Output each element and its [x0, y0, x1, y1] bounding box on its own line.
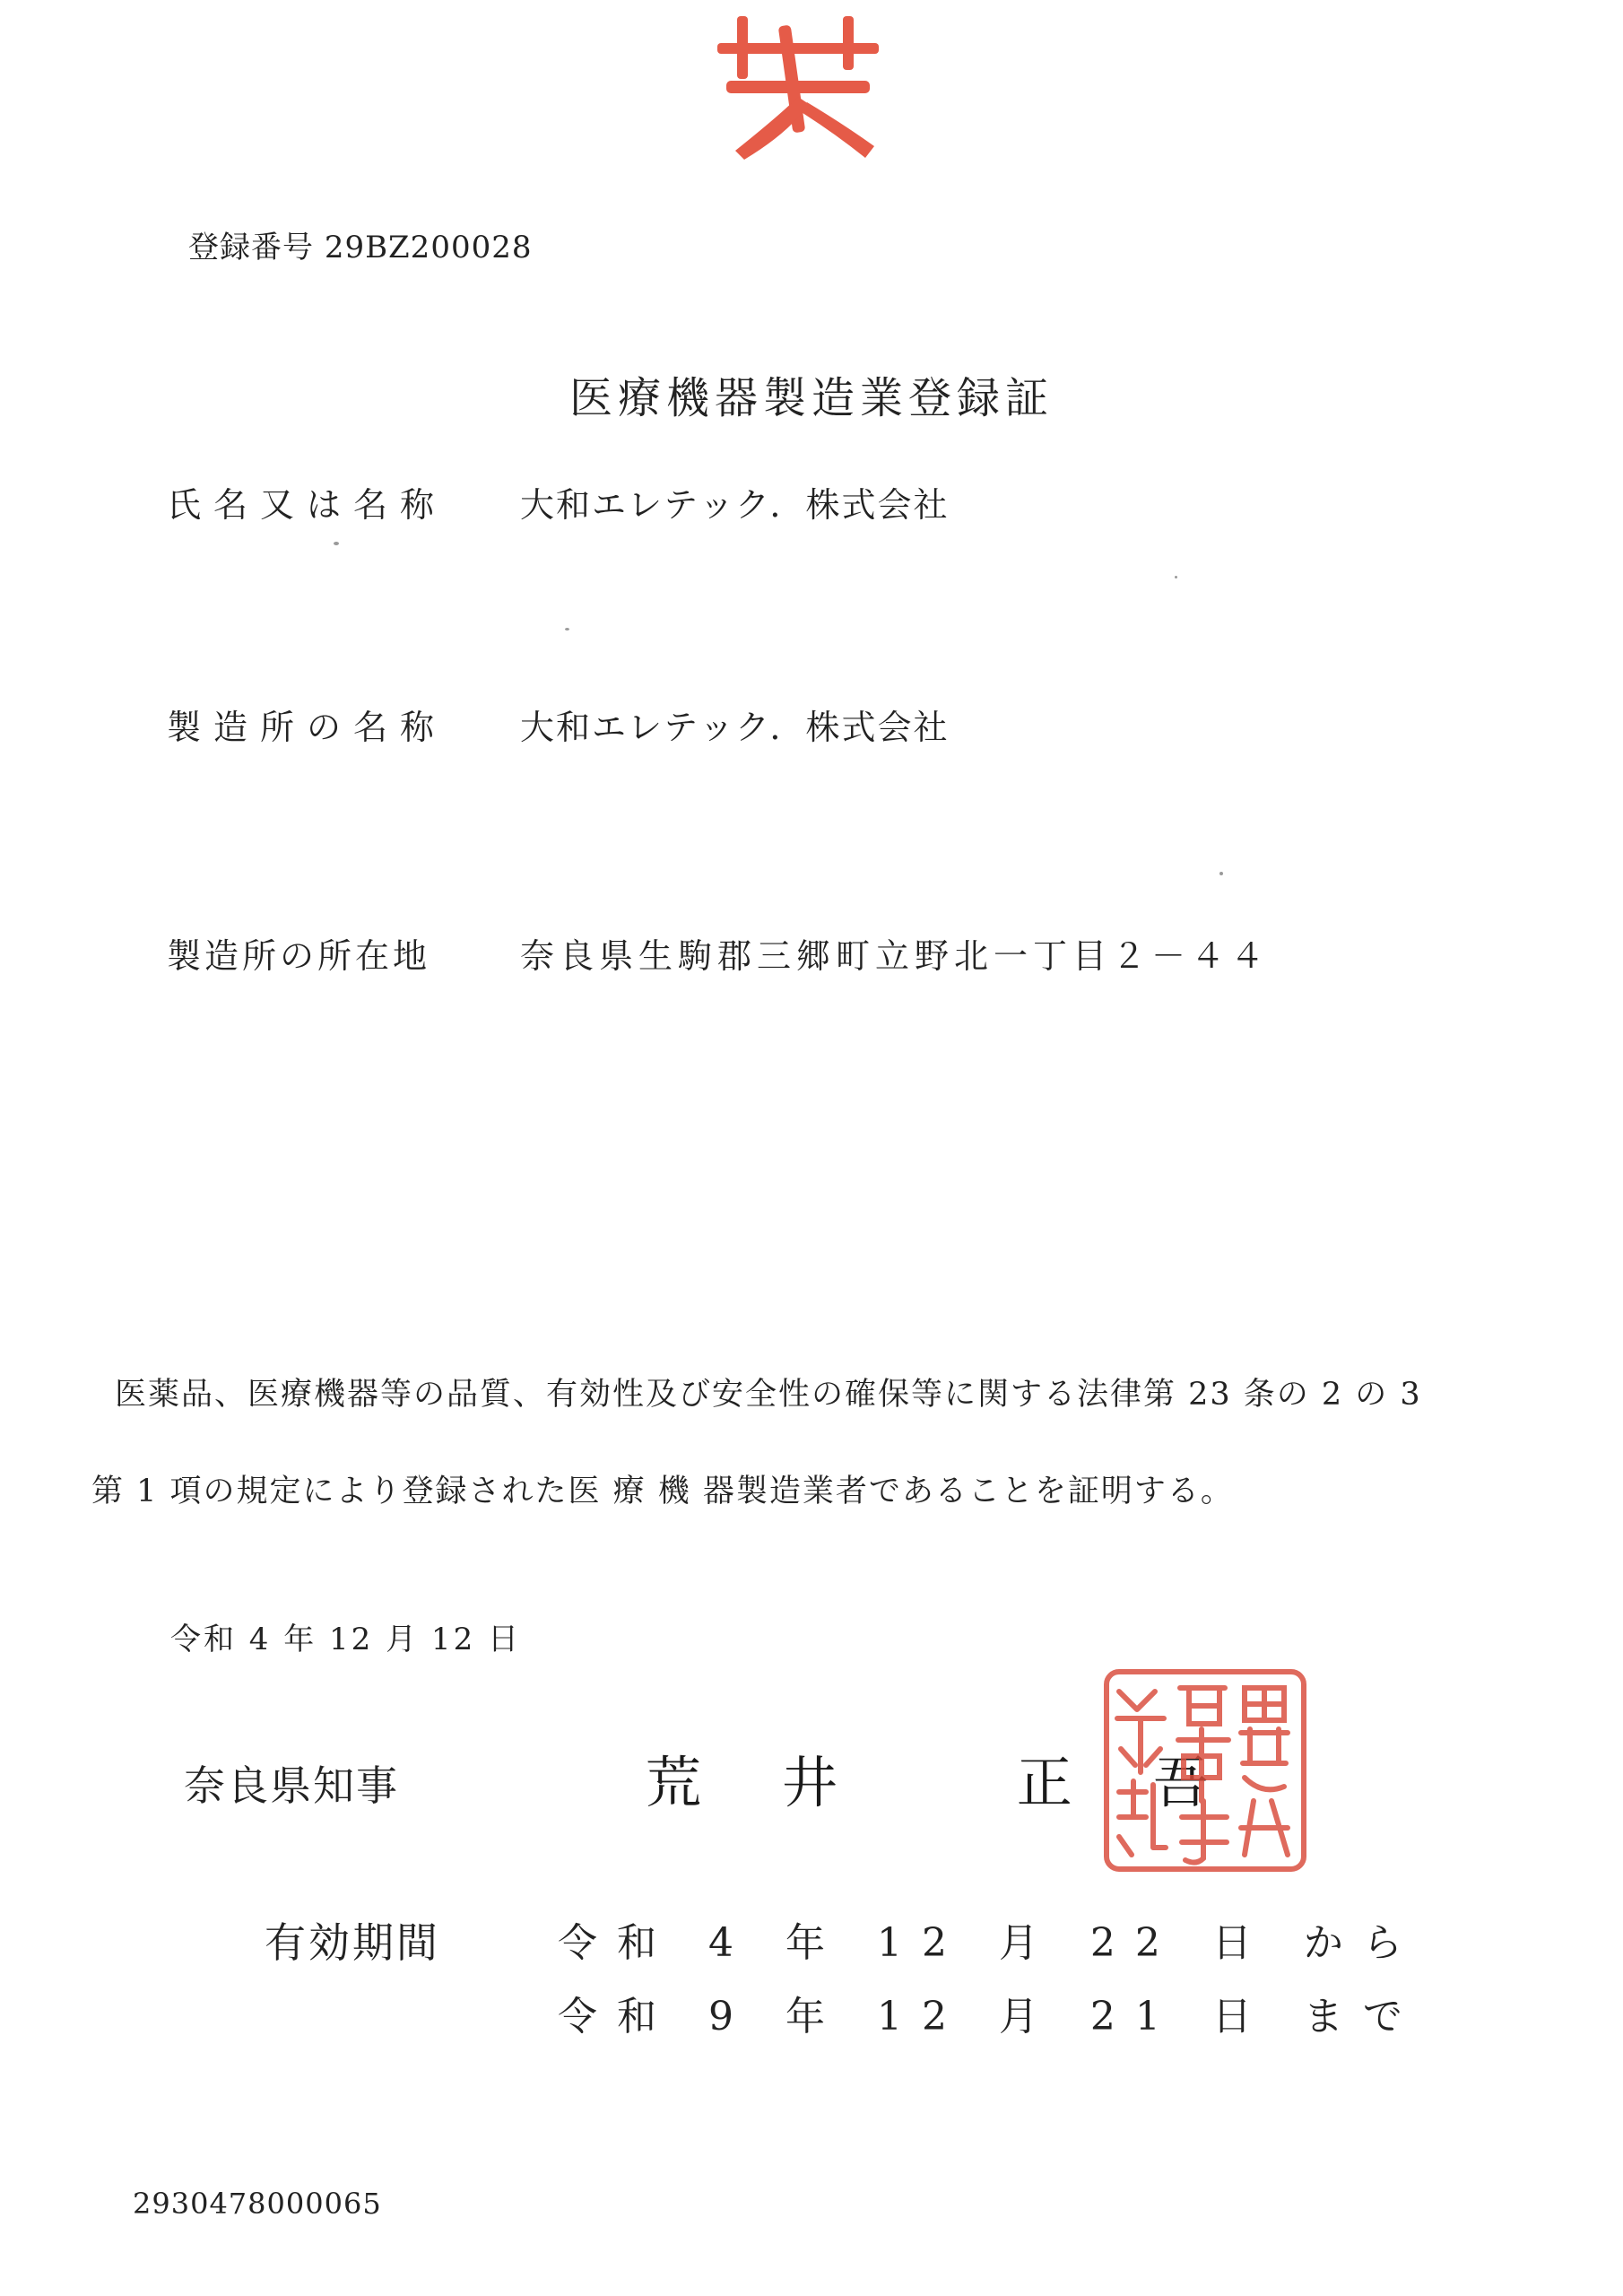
governor-title: 奈良県知事 [184, 1761, 399, 1810]
official-seal-icon [1101, 1666, 1309, 1874]
name-value: 大和エレテック．株式会社 [520, 485, 950, 525]
facility-address-value: 奈良県生駒郡三郷町立野北一丁目２－４４ [520, 936, 1271, 976]
scan-speck [565, 628, 569, 631]
page-title: 医療機器製造業登録証 [568, 373, 1054, 423]
issue-date: 令和 4 年 12 月 12 日 [170, 1622, 522, 1657]
facility-name-value: 大和エレテック．株式会社 [520, 708, 950, 747]
scan-speck [1175, 576, 1177, 578]
registration-number [188, 222, 532, 266]
governor-name: 荒井 正吾 [646, 1750, 1289, 1815]
name-label: 氏名又は名称 [167, 485, 447, 525]
validity-to: 令和 9 年 12 月 21 日 まで [558, 1994, 1422, 2039]
validity-label: 有効期間 [265, 1918, 440, 1967]
facility-address-label: 製造所の所在地 [167, 936, 431, 976]
validity-from: 令和 4 年 12 月 22 日 から [558, 1920, 1422, 1966]
scan-speck [1219, 872, 1223, 875]
document-id: 2930478000065 [133, 2187, 382, 2221]
certification-text-line-2: 第 1 項の規定により登録された医 療 機 器製造業者であることを証明する。 [91, 1474, 1234, 1509]
scan-speck [334, 542, 339, 545]
copy-stamp-icon [708, 16, 888, 160]
registration-value: 29BZ200028 [324, 230, 533, 265]
facility-name-label: 製造所の名称 [167, 708, 447, 747]
registration-label: 登録番号 [188, 230, 314, 265]
certification-text-line-1: 医薬品、医療機器等の品質、有効性及び安全性の確保等に関する法律第 23 条の 2 の 3 [115, 1377, 1422, 1413]
